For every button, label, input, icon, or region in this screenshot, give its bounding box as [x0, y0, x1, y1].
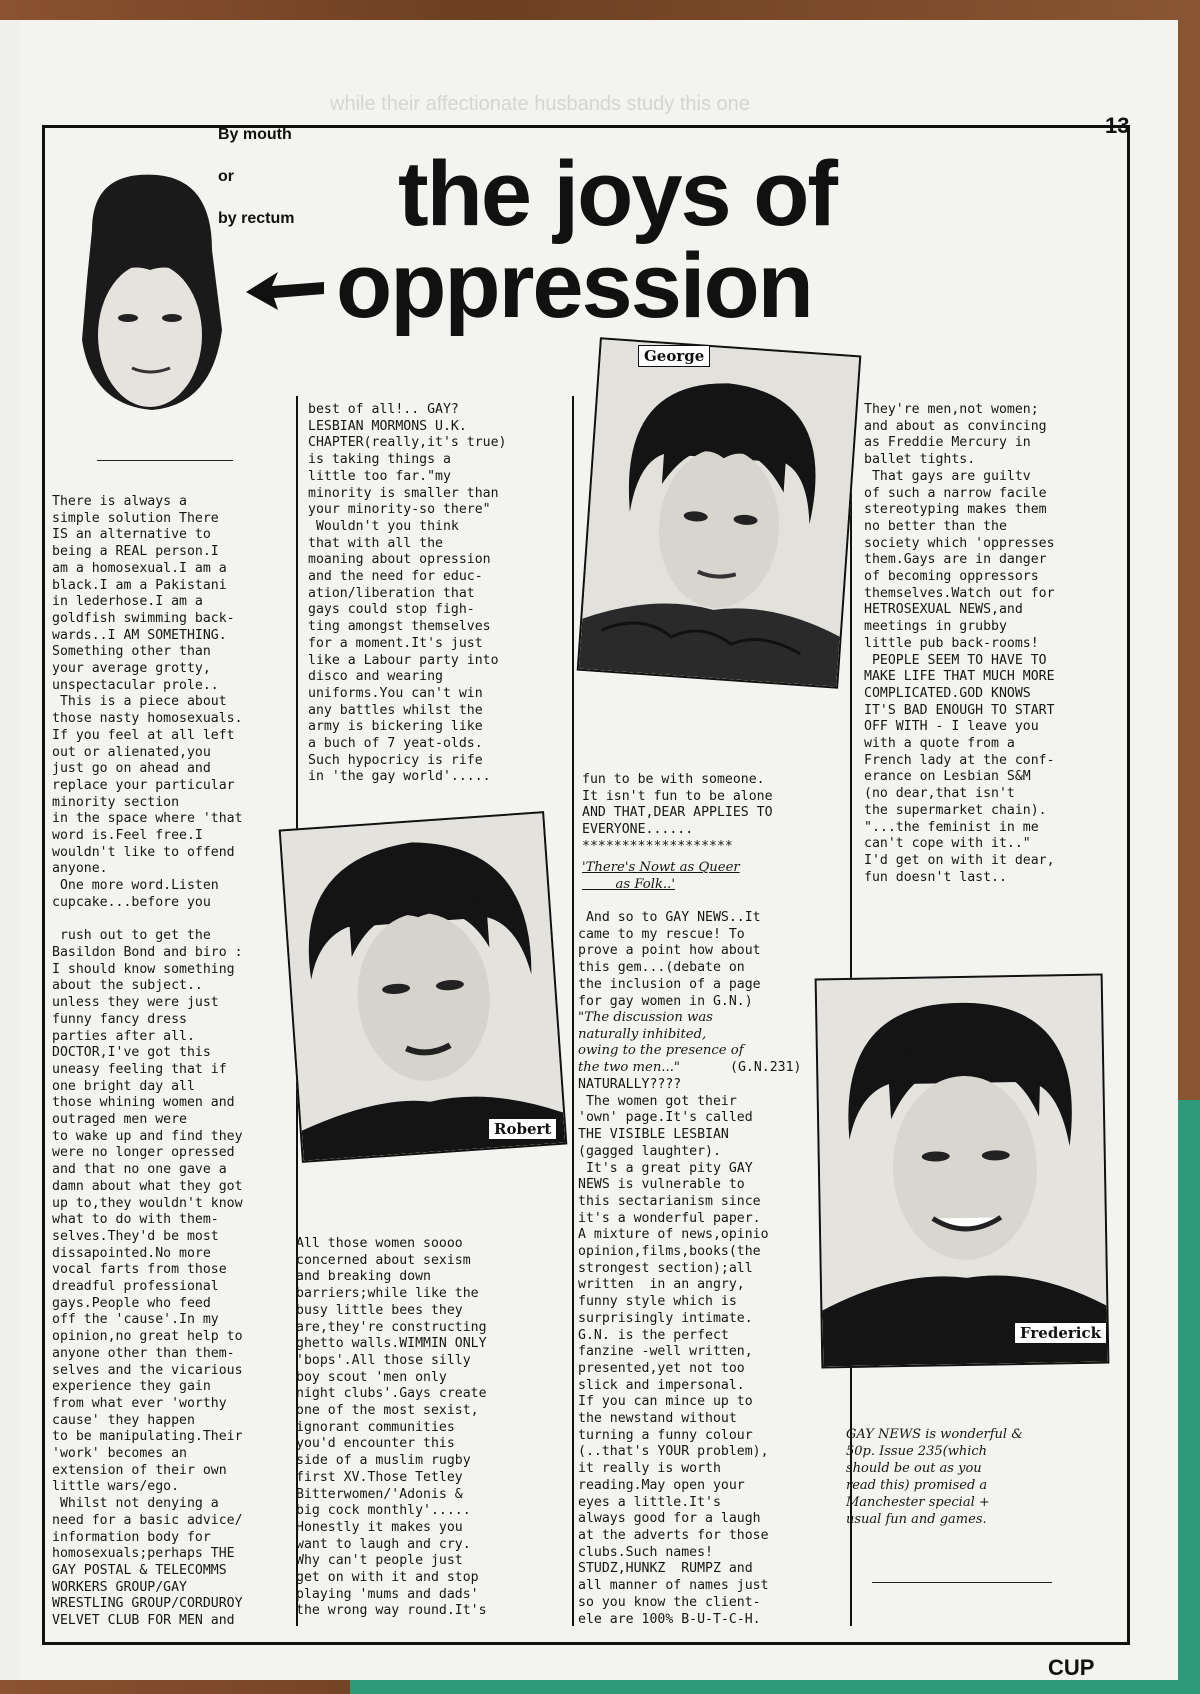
- column-3-reference: (G.N.231): [730, 1060, 802, 1075]
- tagline-line-2: or: [218, 168, 234, 185]
- column-3-text-b: And so to GAY NEWS..It came to my rescue! To prove a point how about this gem...(debate on the inclusion of a page for gay women in G.N.): [578, 910, 761, 1009]
- photo-label-robert: Robert: [488, 1118, 557, 1140]
- photo-label-george: George: [638, 345, 710, 367]
- column-3-quote-heading: 'There's Nowt as Queer as Folk..': [582, 860, 740, 892]
- page-number: 13: [1105, 113, 1130, 138]
- photo-frederick: [815, 974, 1110, 1369]
- headline-line-1: the joys of: [398, 143, 837, 245]
- column-2-top-text: best of all!.. GAY? LESBIAN MORMONS U.K. CHAPTER(really,it's true) is taking things a little too far."my minority is smaller than your minority-so there" Wouldn't you think that with all the moaning about opression and the need for educ- ation/liberation that gays could stop figh- ting amongst themselves for a moment.It's just like a Labour party into disco and wearing uniforms.You can't win any battles whilst the army is bickering like a buch of 7 yeat-olds. Such hypocricy is rife in 'the gay world'.....: [308, 402, 507, 785]
- arrow-left-icon: [246, 270, 326, 310]
- column-3-text-a: fun to be with someone. It isn't fun to be alone AND THAT,DEAR APPLIES TO EVERYONE...... *******************: [582, 772, 773, 854]
- show-through-text: while their affectionate husbands study this one: [330, 93, 750, 115]
- photo-label-frederick: Frederick: [1014, 1322, 1107, 1344]
- column-3-italic-quote: "The discussion was naturally inhibited, owing to the presence of the two men...": [578, 1010, 744, 1076]
- photo-robert: [279, 811, 568, 1163]
- sidebar-rule: [872, 1582, 1052, 1583]
- gay-news-sidebar: GAY NEWS is wonderful & 50p. Issue 235(which should be out as you read this) promised a Manchester special + usual fun and games.: [846, 1427, 1023, 1527]
- tagline-line-1: By mouth: [218, 126, 292, 143]
- column-rule-2: [572, 396, 574, 1626]
- headline-line-2: oppression: [336, 235, 812, 337]
- rule-under-head: [97, 460, 233, 461]
- footer-cup: CUP: [1048, 1655, 1095, 1680]
- tagline-line-3: by rectum: [218, 210, 295, 227]
- cutout-head-photo: [62, 170, 228, 410]
- column-1-text: There is always a simple solution There IS an alternative to being a REAL person.I am a homosexual.I am a black.I am a Pakistani in lederhose.I am a goldfish swimming back- wards..I AM SOMETHING. Something other than your average grotty, unspectacular prole.. This is a piece about those nasty homosexuals. If you feel at all left out or alienated,you just go on ahead and replace your particular minority section in the space where 'that word is.Feel free.I wouldn't like to offend anyone. One more word.Listen cupcake...before you rush out to get the Basildon Bond and biro : I should know something about the subject.. unless they were just funny fancy dress parties after all. DOCTOR,I've got this uneasy feeling that if one bright day all those whining women and outraged men were to wake up and find they were no longer opressed and that no one gave a damn about what they got up to,they wouldn't know what to do with them- selves.They'd be most dissapointed.No more vocal farts from those dreadful professional gays.People who feed off the 'cause'.In my opinion,no great help to anyone other than them- selves and the vicarious experience they gain from what ever 'worthy cause' they happen to be manipulating.Their 'work' becomes an extension of their own little wars/ego. Whilst not denying a need for a basic advice/ information body for homosexuals;perhaps THE GAY POSTAL & TELECOMMS WORKERS GROUP/GAY WRESTLING GROUP/CORDUROY VELVET CLUB FOR MEN and: [52, 494, 243, 1629]
- column-2-bottom-text: All those women soooo concerned about sexism and breaking down barriers;while like the busy little bees they are,they're constructing ghetto walls.WIMMIN ONLY 'bops'.All those silly boy scout 'men only night clubs'.Gays create one of the most sexist, ignorant communities you'd encounter this side of a muslim rugby first XV.Those Tetley Bitterwomen/'Adonis & big cock monthly'..... Honestly it makes you want to laugh and cry. Why can't people just get on with it and stop playing 'mums and dads' the wrong way round.It's: [296, 1236, 487, 1619]
- photo-george: [577, 337, 862, 688]
- column-3-text-c: NATURALLY???? The women got their 'own' page.It's called THE VISIBLE LESBIAN (gagged laughter). It's a great pity GAY NEWS is vulnerable to this sectarianism since it's a wonderful paper. A mixture of news,opinio opinion,films,books(the strongest section);all written in an angry, funny style which is surprisingly intimate. G.N. is the perfect fanzine -well written, presented,yet not too slick and impersonal. If you can mince up to the newstand without turning a funny colour (..that's YOUR problem), it really is worth reading.May open your eyes a little.It's always good for a laugh at the adverts for those clubs.Such names! STUDZ,HUNKZ RUMPZ and all manner of names just so you know the client- ele are 100% B-U-T-C-H.: [578, 1077, 769, 1627]
- column-4-text: They're men,not women; and about as convincing as Freddie Mercury in ballet tights. That gays are guiltv of such a narrow facile stereotyping makes them no better than the society which 'oppresses them.Gays are in danger of becoming oppressors themselves.Watch out for HETROSEXUAL NEWS,and meetings in grubby little pub back-rooms! PEOPLE SEEM TO HAVE TO MAKE LIFE THAT MUCH MORE COMPLICATED.GOD KNOWS IT'S BAD ENOUGH TO START OFF WITH - I leave you with a quote from a French lady at the conf- erance on Lesbian S&M (no dear,that isn't the supermarket chain). "...the feminist in me can't cope with it.." I'd get on with it dear, fun doesn't last..: [864, 402, 1055, 885]
